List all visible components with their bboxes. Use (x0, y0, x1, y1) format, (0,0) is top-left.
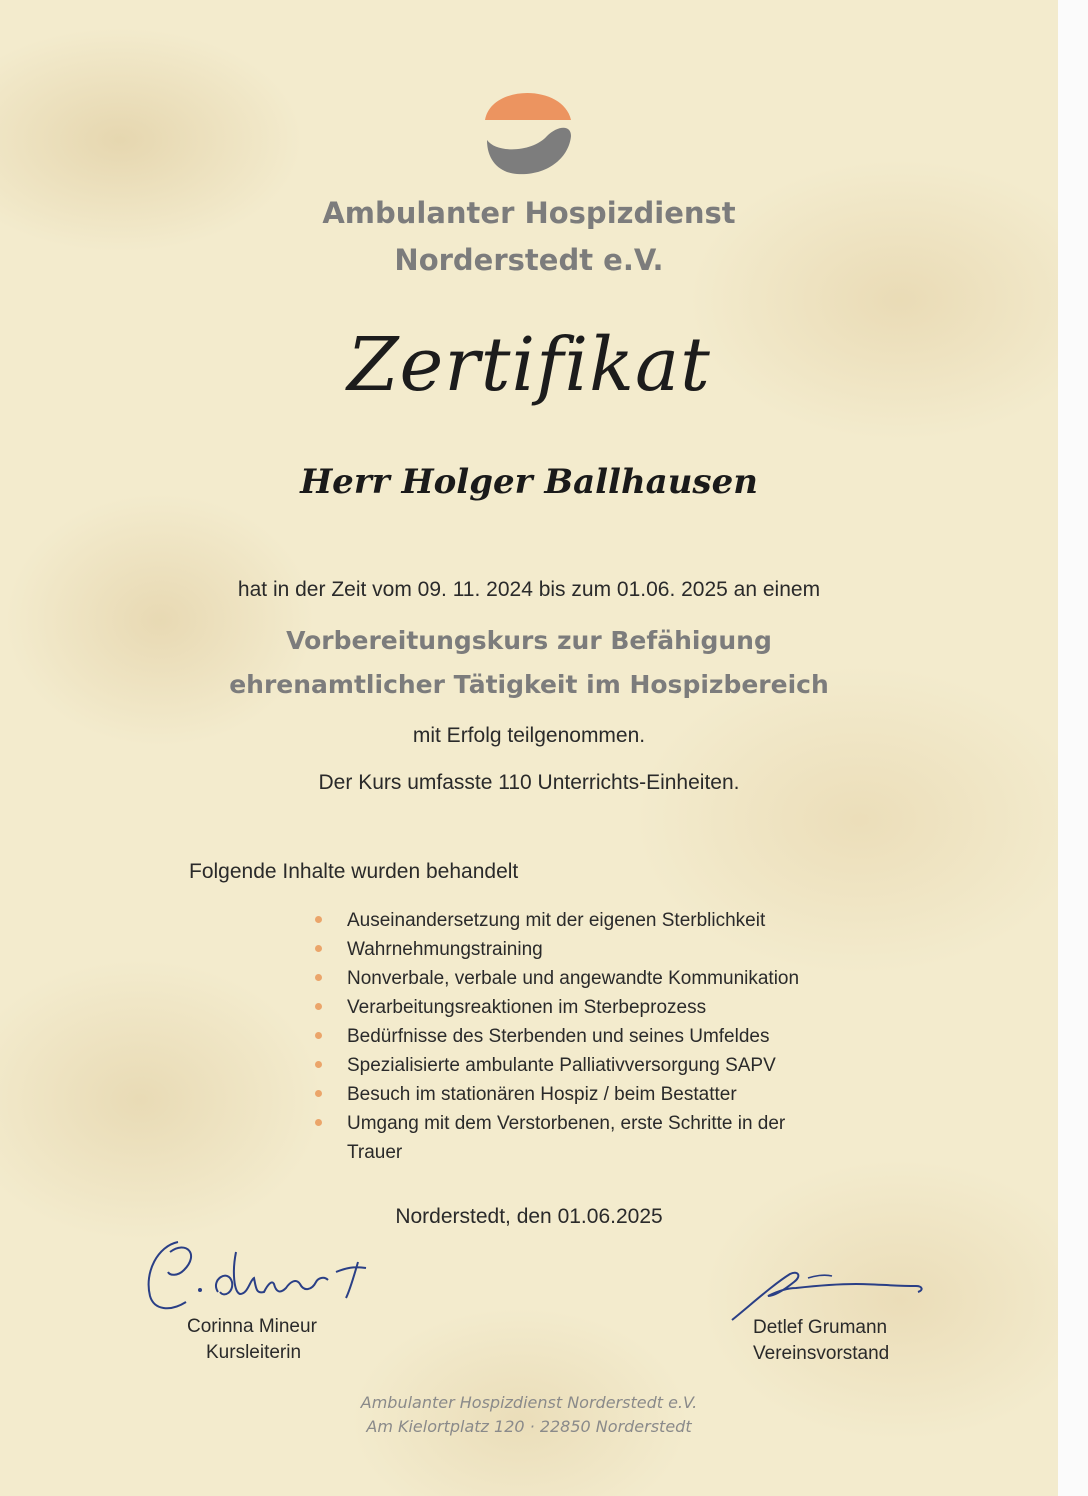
logo-swoosh (487, 128, 571, 174)
topics-heading: Folgende Inhalte wurden behandelt (189, 860, 519, 883)
bullet-icon (315, 974, 322, 981)
signature-right-role: Vereinsvorstand (753, 1343, 890, 1364)
logo-arc (485, 93, 571, 120)
topic-item: Auseinandersetzung mit der eigenen Sterblichkeit (312, 906, 832, 935)
place-date: Norderstedt, den 01.06.2025 (395, 1205, 663, 1228)
course-title-line2: ehrenamtlicher Tätigkeit im Hospizbereich (229, 670, 829, 699)
bullet-icon (315, 916, 322, 923)
certificate-title: Zertifikat (347, 322, 711, 408)
organization-name-line1: Ambulanter Hospizdienst (322, 196, 736, 230)
bullet-icon (315, 1003, 322, 1010)
organization-name-line2: Norderstedt e.V. (394, 243, 664, 277)
topic-item: Umgang mit dem Verstorbenen, erste Schritte in der Trauer (312, 1109, 832, 1167)
topic-item: Spezialisierte ambulante Palliativversorgung SAPV (312, 1051, 832, 1080)
footer-organization: Ambulanter Hospizdienst Norderstedt e.V. (360, 1393, 698, 1412)
footer-address: Am Kielortplatz 120 · 22850 Norderstedt (366, 1417, 692, 1436)
topic-item: Wahrnehmungstraining (312, 935, 832, 964)
recipient-name: Herr Holger Ballhausen (300, 462, 758, 502)
topic-item: Bedürfnisse des Sterbenden und seines Umfeldes (312, 1022, 832, 1051)
organization-logo-icon (477, 82, 577, 180)
signature-left-icon (140, 1232, 380, 1322)
signature-left-role: Kursleiterin (206, 1342, 302, 1363)
bullet-icon (315, 945, 322, 952)
bullet-icon (315, 1119, 322, 1126)
success-text: mit Erfolg teilgenommen. (412, 724, 646, 747)
signature-left-name: Corinna Mineur (187, 1316, 317, 1337)
topic-item: Besuch im stationären Hospiz / beim Bestatter (312, 1080, 832, 1109)
topic-item: Nonverbale, verbale und angewandte Kommunikation (312, 964, 832, 993)
topic-item: Verarbeitungsreaktionen im Sterbeprozess (312, 993, 832, 1022)
bullet-icon (315, 1090, 322, 1097)
signature-right-name: Detlef Grumann (753, 1317, 888, 1338)
topics-list (312, 906, 832, 1167)
scan-edge (1058, 0, 1088, 1496)
bullet-icon (315, 1061, 322, 1068)
bullet-icon (315, 1032, 322, 1039)
course-title-line1: Vorbereitungskurs zur Befähigung (286, 626, 772, 655)
period-text: hat in der Zeit vom 09. 11. 2024 bis zum 01.06. 2025 an einem (237, 578, 821, 601)
units-text: Der Kurs umfasste 110 Unterrichts-Einheiten. (318, 771, 740, 794)
